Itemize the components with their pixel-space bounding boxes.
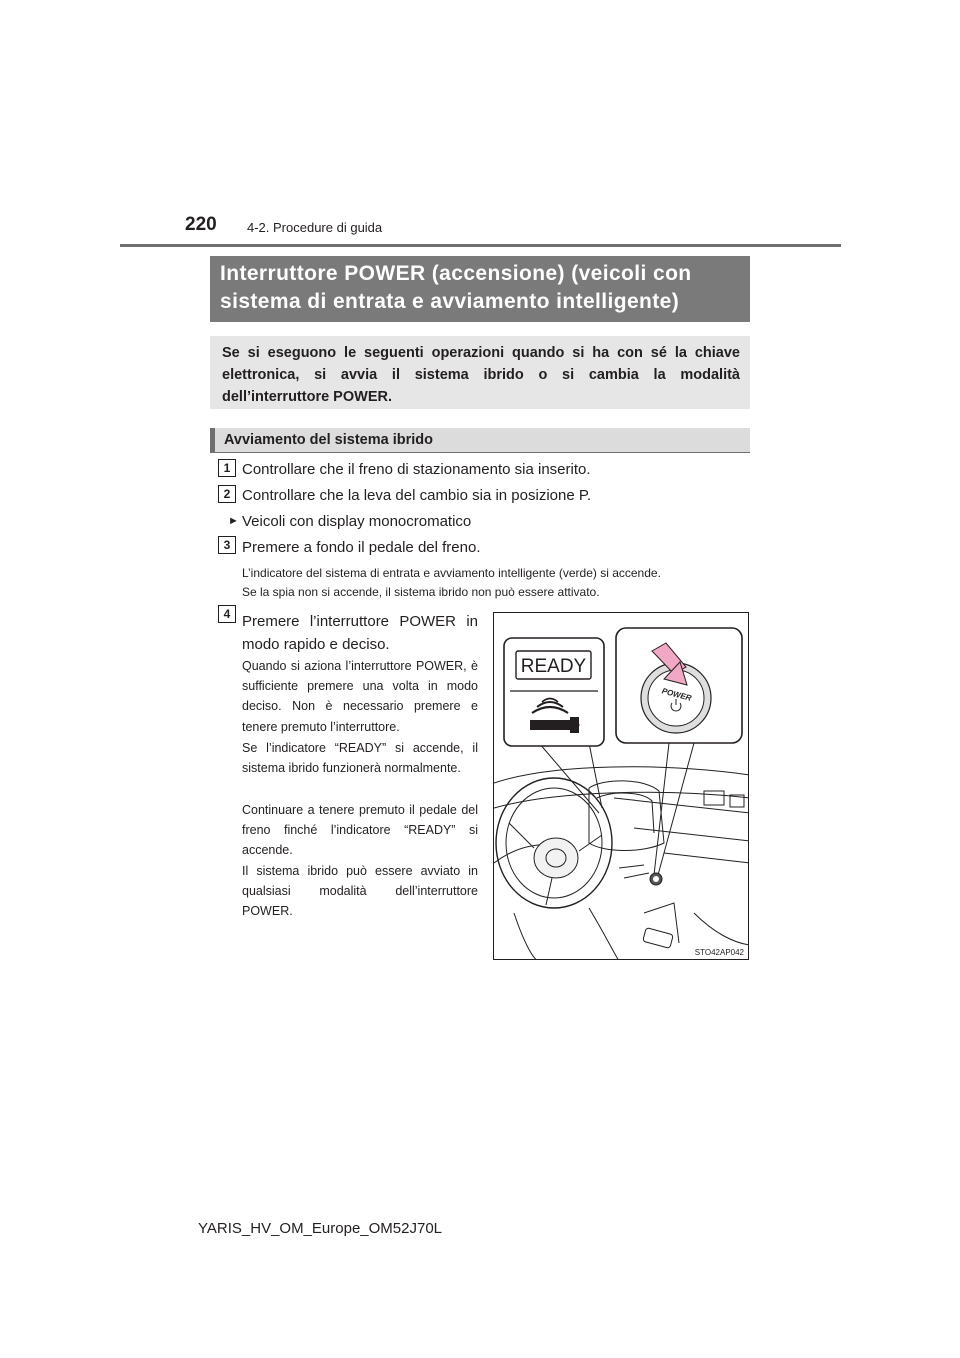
step-number-2: 2	[218, 485, 236, 503]
step3-note-2: Se la spia non si accende, il sistema ibrido non può essere attivato.	[242, 585, 600, 599]
intro-text: Se si eseguono le seguenti operazioni quando si ha con sé la chiave elettronica, si avvia il sistema ibrido o si cambia la modalità dell’interruttore POWER.	[210, 336, 750, 409]
step-number-1: 1	[218, 459, 236, 477]
power-switch-figure	[493, 612, 749, 960]
page-number: 220	[185, 214, 217, 235]
dashboard-illustration	[494, 613, 749, 960]
step4-paragraph-3: Continuare a tenere premuto il pedale del freno finché l’indicatore “READY” si accende.	[242, 803, 478, 858]
ready-label: READY	[520, 656, 587, 677]
section-title	[210, 256, 750, 322]
step-number-4: 4	[218, 605, 236, 623]
step-text-1: Controllare che il freno di stazionamento sia inserito.	[242, 461, 591, 478]
subsection-marker	[210, 428, 215, 453]
step3-note-1: L’indicatore del sistema di entrata e avviamento intelligente (verde) si accende.	[242, 566, 661, 580]
step-text-4: Premere l’interruttore POWER in modo rapido e deciso.	[242, 613, 478, 653]
step-number-3: 3	[218, 536, 236, 554]
section-title-line-1: Interruttore POWER (accensione) (veicoli con	[220, 262, 692, 285]
step-text-2: Controllare che la leva del cambio sia in posizione P.	[242, 487, 592, 504]
subsection-title: Avviamento del sistema ibrido	[224, 432, 433, 448]
header-rule	[120, 244, 841, 247]
figure-code: STO42AP042	[694, 948, 744, 957]
step4-paragraph-4: Il sistema ibrido può essere avviato in qualsiasi modalità dell’interruttore POWER.	[242, 864, 478, 919]
bullet-text: Veicoli con display monocromatico	[242, 513, 472, 530]
step-text-3: Premere a fondo il pedale del freno.	[242, 539, 481, 556]
power-label: POWER	[660, 686, 693, 703]
step4-paragraph-1: Quando si aziona l’interruttore POWER, è sufficiente premere una volta in modo deciso. Non è necessario premere e tenere premuto l’interruttore.	[242, 659, 478, 734]
step4-paragraph-2: Se l’indicatore “READY” si accende, il sistema ibrido funzionerà normalmente.	[242, 741, 478, 776]
section-title-line-2: sistema di entrata e avviamento intelligente)	[220, 290, 680, 313]
bullet-arrow-icon: ►	[228, 515, 239, 527]
section-reference: 4-2. Procedure di guida	[247, 220, 383, 235]
document-footer: YARIS_HV_OM_Europe_OM52J70L	[198, 1220, 443, 1237]
